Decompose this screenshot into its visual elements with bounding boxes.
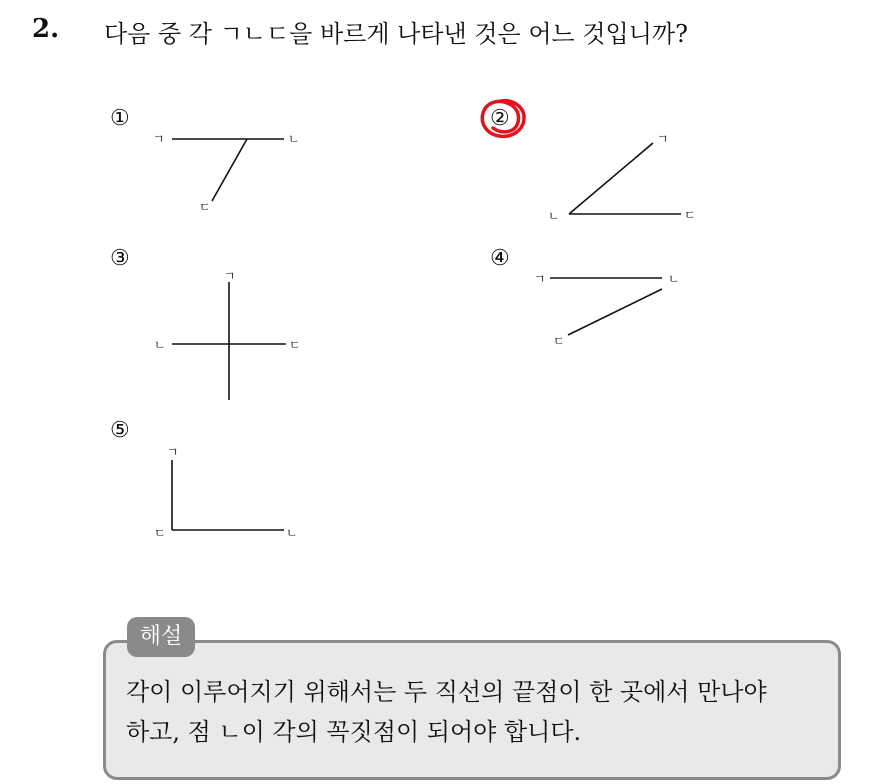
choice-4-number[interactable]: ④ xyxy=(490,246,510,271)
choice-1-point-a: ㄱ xyxy=(153,132,165,146)
choice-1-point-b: ㄴ xyxy=(288,132,300,146)
choice-5-point-b: ㄴ xyxy=(286,526,298,540)
answer-circle-mark xyxy=(474,94,530,142)
choice-4-point-c: ㄷ xyxy=(553,334,565,348)
choice-3-point-a: ㄱ xyxy=(224,269,236,283)
choice-3-point-c: ㄷ xyxy=(289,338,301,352)
explanation-line-1: 각이 이루어지기 위해서는 두 직선의 끝점이 한 곳에서 만나야 xyxy=(126,678,767,706)
choice-2-number[interactable]: ② xyxy=(490,106,510,131)
choice-1-number[interactable]: ① xyxy=(110,106,130,131)
choice-4-point-a: ㄱ xyxy=(534,272,546,286)
choice-5-figure xyxy=(150,440,310,545)
choice-4-point-b: ㄴ xyxy=(668,272,680,286)
explanation-text xyxy=(126,672,826,752)
choice-2-figure xyxy=(545,128,705,223)
choice-2-point-b: ㄴ xyxy=(548,209,560,223)
choice-5-point-c: ㄷ xyxy=(154,526,166,540)
question-text: 다음 중 각 ㄱㄴㄷ을 바르게 나타낸 것은 어느 것입니까? xyxy=(104,20,688,48)
explanation-line-2: 하고, 점 ㄴ이 각의 꼭짓점이 되어야 합니다. xyxy=(126,718,582,746)
question-number: 2. xyxy=(32,14,60,44)
choice-5-point-a: ㄱ xyxy=(167,445,179,459)
choice-3-figure xyxy=(150,270,310,405)
choice-3-point-b: ㄴ xyxy=(154,338,166,352)
choice-2-point-c: ㄷ xyxy=(684,208,696,222)
answer-circle-stroke xyxy=(482,101,524,137)
choice-5-number[interactable]: ⑤ xyxy=(110,418,130,443)
explanation-tag: 해설 xyxy=(127,617,195,657)
choice-1-figure xyxy=(150,125,310,220)
choice-1-point-c: ㄷ xyxy=(199,200,211,214)
choice-3-number[interactable]: ③ xyxy=(110,246,130,271)
choice-4-figure xyxy=(530,265,690,350)
choice-2-point-a: ㄱ xyxy=(657,132,669,146)
